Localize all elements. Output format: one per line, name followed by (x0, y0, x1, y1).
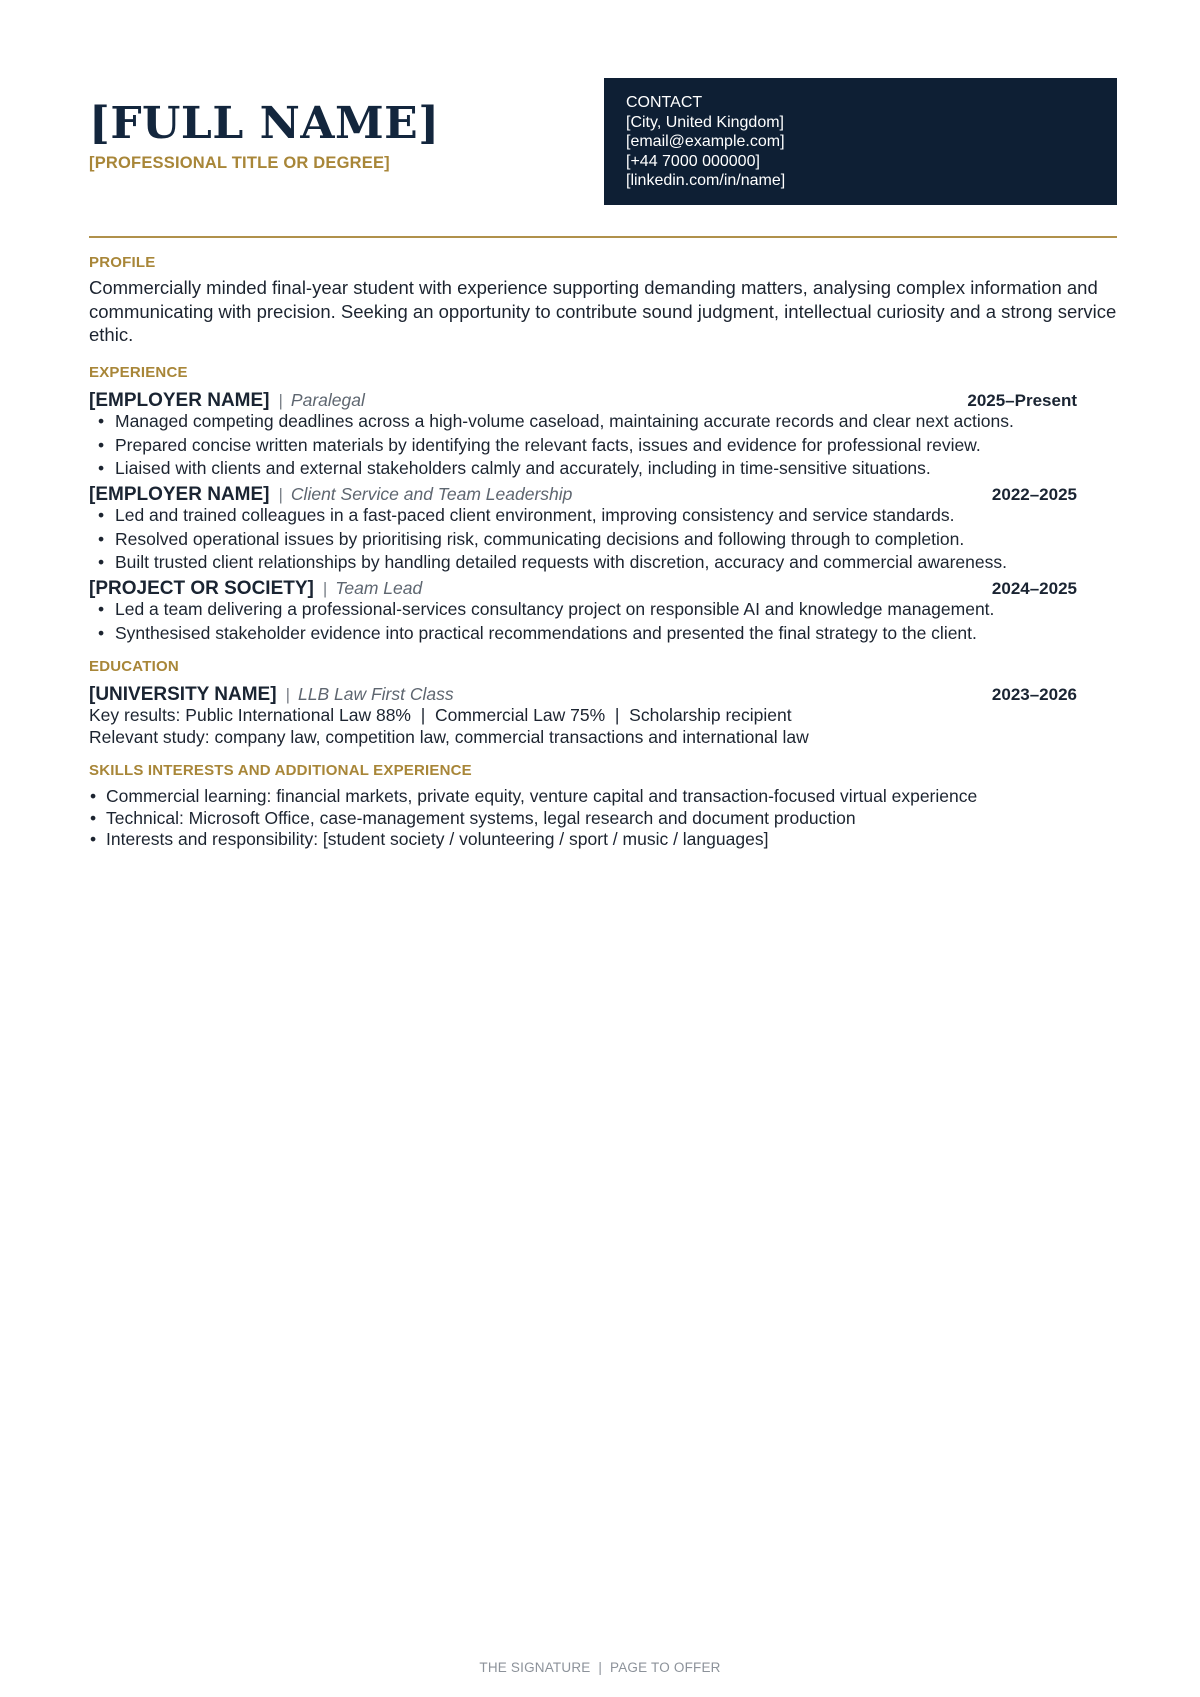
job-dates: 2024–2025 (991, 579, 1077, 598)
list-item: • Built trusted client relationships by handling detailed requests with discretion, accuracy and commercial awareness. (89, 551, 1119, 575)
university-name: [UNIVERSITY NAME] (89, 684, 277, 705)
education-study: Relevant study: company law, competition law, commercial transactions and international law (89, 727, 809, 747)
job-dates: 2022–2025 (991, 485, 1077, 504)
job-role: Paralegal (290, 390, 365, 410)
profile-heading: PROFILE (89, 254, 156, 271)
experience-entry-3-header (89, 577, 1077, 600)
contact-heading: CONTACT (626, 94, 703, 111)
project-name: [PROJECT OR SOCIETY] (89, 578, 314, 599)
list-item: • Managed competing deadlines across a high-volume caseload, maintaining accurate records and clear next actions. (89, 410, 1119, 434)
separator: | (285, 685, 290, 704)
contact-city: [City, United Kingdom] (626, 113, 784, 131)
list-item: • Technical: Microsoft Office, case-management systems, legal research and document production (89, 808, 1119, 830)
job-role: Client Service and Team Leadership (290, 484, 573, 504)
page-footer: THE SIGNATURE | PAGE TO OFFER (479, 1660, 721, 1675)
contact-box (604, 78, 1117, 205)
education-results: Key results: Public International Law 88% | Commercial Law 75% | Scholarship recipient (89, 705, 792, 725)
experience-entry-2-bullets (89, 504, 1119, 575)
experience-entry-1-bullets (89, 410, 1119, 481)
list-item: • Interests and responsibility: [student society / volunteering / sport / music / languages] (89, 829, 1119, 851)
education-entry-header (89, 683, 1077, 706)
job-role: Team Lead (335, 578, 423, 598)
education-heading: EDUCATION (89, 658, 179, 675)
list-item: • Liaised with clients and external stakeholders calmly and accurately, including in time-sensitive situations. (89, 457, 1119, 481)
list-item: • Prepared concise written materials by identifying the relevant facts, issues and evidence for professional review. (89, 434, 1119, 458)
list-item: • Resolved operational issues by prioritising risk, communicating decisions and following through to completion. (89, 528, 1119, 552)
contact-linkedin: [linkedin.com/in/name] (626, 172, 786, 189)
education-dates: 2023–2026 (991, 685, 1077, 704)
contact-phone: [+44 7000 000000] (626, 152, 760, 170)
separator: | (278, 391, 283, 410)
full-name: [FULL NAME] (89, 98, 440, 149)
skills-heading: SKILLS INTERESTS AND ADDITIONAL EXPERIENCE (89, 762, 472, 779)
employer-name: [EMPLOYER NAME] (89, 390, 270, 411)
list-item: • Led and trained colleagues in a fast-paced client environment, improving consistency and service standards. (89, 504, 1119, 528)
separator: | (278, 485, 283, 504)
experience-entry-3-bullets (89, 598, 1119, 645)
contact-email: [email@example.com] (626, 133, 785, 150)
separator: | (322, 579, 328, 598)
skills-list (89, 786, 1119, 851)
employer-name: [EMPLOYER NAME] (89, 484, 270, 505)
list-item: • Synthesised stakeholder evidence into practical recommendations and presented the final strategy to the client. (89, 622, 1119, 646)
professional-title: [PROFESSIONAL TITLE OR DEGREE] (89, 154, 390, 172)
list-item: • Led a team delivering a professional-services consultancy project on responsible AI and knowledge management. (89, 598, 1119, 622)
header-divider (89, 236, 1117, 238)
job-dates: 2025–Present (967, 391, 1077, 410)
experience-entry-2-header (89, 483, 1077, 506)
profile-text: Commercially minded final-year student with experience supporting demanding matters, analysing complex information and communicating with precision. Seeking an opportunity to contribute sound judgment, intellectual curiosity and a strong service ethic. (89, 277, 1117, 345)
list-item: • Commercial learning: financial markets, private equity, venture capital and transaction-focused virtual experience (89, 786, 1119, 808)
experience-entry-1-header (89, 389, 1077, 412)
degree: LLB Law First Class (297, 684, 454, 704)
experience-heading: EXPERIENCE (89, 364, 188, 381)
